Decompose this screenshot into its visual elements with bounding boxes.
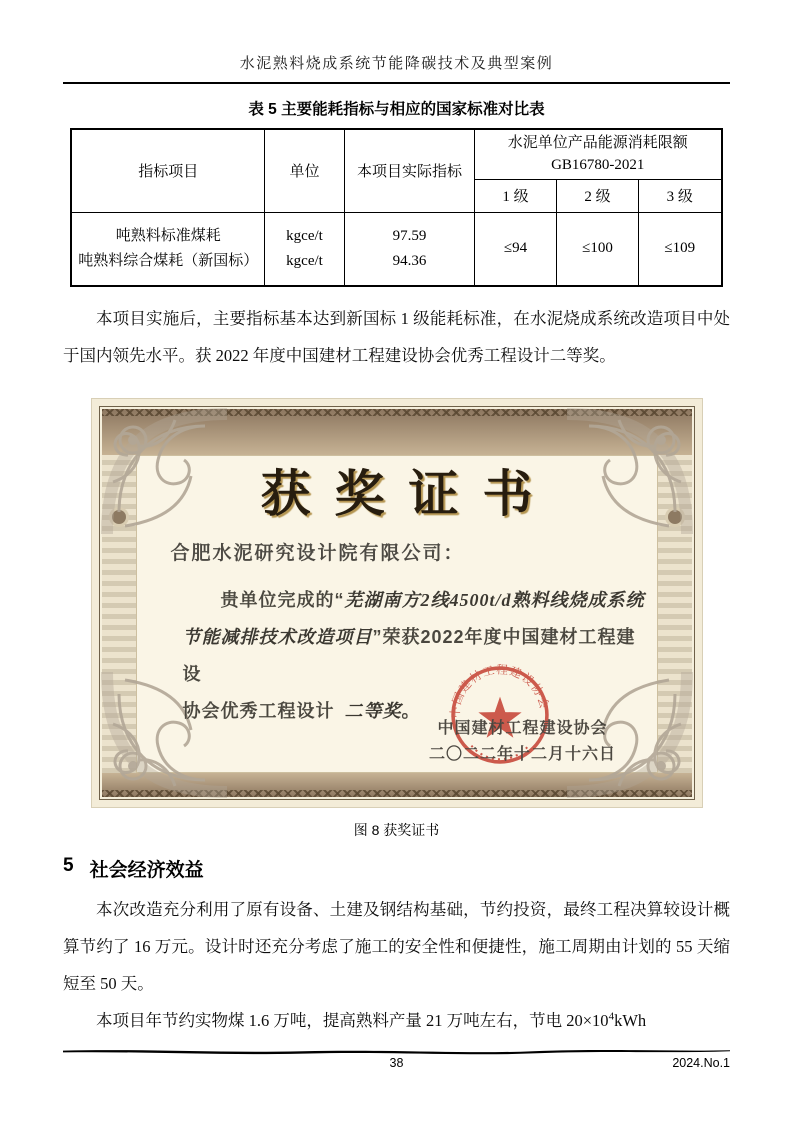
certificate-issuer: 中国建材工程建设协会 <box>437 720 608 737</box>
paragraph-3-text: 本项目年节约实物煤 1.6 万吨，提高熟料产量 21 万吨左右，节电 20×10 <box>96 1011 609 1030</box>
col-header-indicator: 指标项目 <box>71 129 264 212</box>
actual-line1: 97.59 <box>392 227 427 244</box>
issue-number: 2024.No.1 <box>672 1056 730 1070</box>
col-header-unit: 单位 <box>264 129 344 212</box>
body-seg: ”荣获2022年度中国建材工程建设 <box>182 627 636 684</box>
page-number: 38 <box>389 1056 404 1070</box>
page-footer <box>63 1046 730 1074</box>
paragraph-3-unit: kWh <box>614 1011 647 1030</box>
body-seg: 。 <box>401 701 421 721</box>
award-grade: 二等奖 <box>344 701 402 721</box>
section-number: 5 <box>63 855 74 876</box>
col-header-grade3: 3 级 <box>638 179 721 212</box>
footer-rule <box>63 1046 730 1056</box>
cell-actual <box>344 212 474 286</box>
body-seg: 协会优秀工程设计 <box>182 701 335 721</box>
certificate-image <box>91 398 703 808</box>
page-header <box>63 0 730 84</box>
figure-caption: 图 8 获奖证书 <box>353 822 440 838</box>
certificate-body-line2 <box>183 619 655 693</box>
cell-unit <box>264 212 344 286</box>
unit-line1: kgce/t <box>286 227 323 244</box>
certificate-body <box>183 582 655 730</box>
page-header-title: 水泥熟料烧成系统节能降碳技术及典型案例 <box>63 52 730 84</box>
certificate-date: 二〇二二年十二月十六日 <box>428 746 616 763</box>
body-paragraph-2: 本次改造充分利用了原有设备、土建及钢结构基础，节约投资，最终工程决算较设计概算节约了 16 万元。设计时还充分考虑了施工的安全性和便捷性，施工周期由计划的 55 天缩短至 50 天。 <box>63 900 730 993</box>
section-title: 社会经济效益 <box>89 860 204 881</box>
col-header-grade2: 2 级 <box>556 179 638 212</box>
section-heading <box>63 855 730 882</box>
col-header-limit-group <box>474 129 721 179</box>
exponent-superscript: 4 <box>608 1010 615 1023</box>
col-header-grade1: 1 级 <box>474 179 556 212</box>
body-paragraph-1: 本项目实施后，主要指标基本达到新国标 1 级能耗标准，在水泥烧成系统改造项目中处于国内领先水平。获 2022 年度中国建材工程建设协会优秀工程设计二等奖。 <box>63 309 730 365</box>
project-name-part1: 芜湖南方2线4500t/d熟料线烧成系统 <box>344 590 645 610</box>
unit-line2: kgce/t <box>286 252 323 269</box>
col-header-actual: 本项目实际指标 <box>344 129 474 212</box>
seal-arc-text: 中国建材工程建设协会 <box>448 664 551 719</box>
limit-group-line2: GB16780-2021 <box>551 157 645 174</box>
footer-row <box>63 1056 730 1074</box>
table-row <box>71 212 721 286</box>
table-caption: 表 5 主要能耗指标与相应的国家标准对比表 <box>248 101 545 118</box>
certificate-body-line1 <box>183 582 655 619</box>
cell-limit-grade1: ≤94 <box>474 212 556 286</box>
figure-award-certificate <box>0 398 793 808</box>
body-seg: 贵单位完成的“ <box>220 590 345 610</box>
cell-limit-grade2: ≤100 <box>556 212 638 286</box>
certificate-addressee: 合肥水泥研究设计院有限公司： <box>170 543 465 564</box>
body-paragraph-3 <box>63 1002 730 1039</box>
certificate-title: 获奖证书 <box>260 466 557 522</box>
actual-line2: 94.36 <box>392 252 427 269</box>
table-header-row-1 <box>71 129 721 179</box>
indicator-line2: 吨熟料综合煤耗（新国标） <box>78 252 259 269</box>
indicator-line1: 吨熟料标准煤耗 <box>115 227 221 244</box>
cell-limit-grade3: ≤109 <box>638 212 721 286</box>
energy-table <box>70 128 722 287</box>
project-name-part2: 节能减排技术改造项目 <box>182 627 373 647</box>
certificate-signature <box>423 716 623 768</box>
cell-indicator <box>71 212 264 286</box>
limit-group-line1: 水泥单位产品能源消耗限额 <box>507 135 688 152</box>
